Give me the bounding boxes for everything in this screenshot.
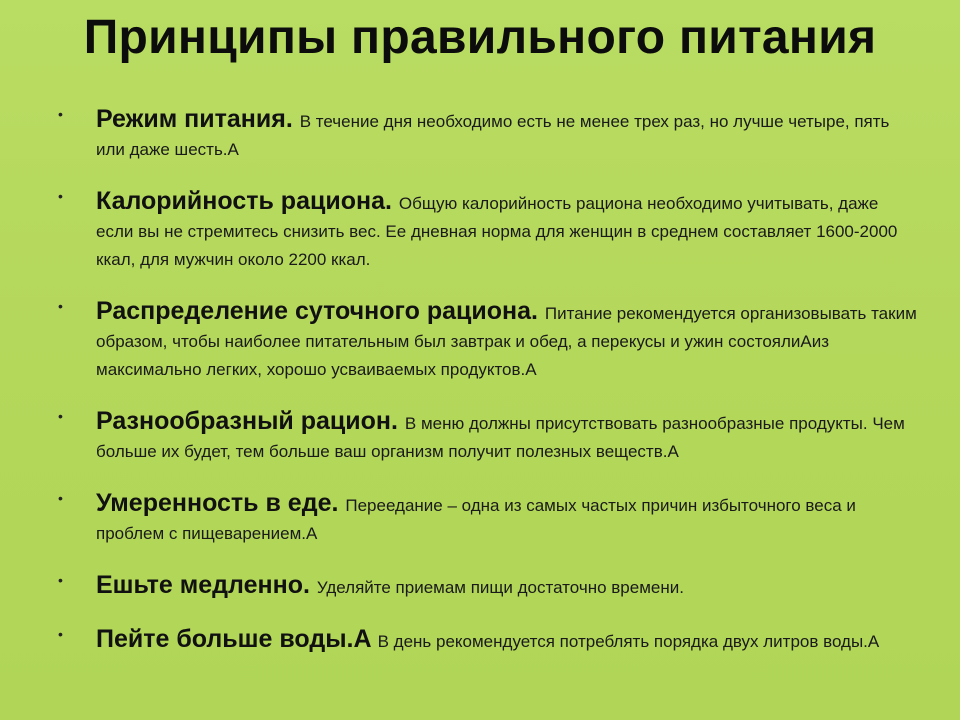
item-text: Общую калорийность рациона необходимо учитывать, даже если вы не стремитесь снизить вес. Ее дневная норма для женщин в среднем составляет 1600-2000 ккал, для мужчин около 2200 ккал. — [96, 194, 898, 269]
list-item — [58, 489, 918, 548]
list-item — [58, 187, 918, 274]
item-heading: Ешьте медленно. — [96, 571, 317, 599]
bullet-icon: • — [58, 408, 63, 424]
bullet-icon: • — [58, 572, 63, 588]
list-item — [58, 297, 918, 384]
item-heading: Пейте больше воды.A — [96, 625, 378, 653]
bullet-icon: • — [58, 626, 63, 642]
item-heading: Разнообразный рацион. — [96, 407, 405, 435]
item-text: В день рекомендуется потреблять порядка двух литров воды.A — [377, 632, 880, 651]
list-item — [58, 407, 918, 466]
item-text: В меню должны присутствовать разнообразные продукты. Чем больше их будет, тем больше ваш организм получит полезных веществ.A — [96, 414, 905, 461]
item-text: В течение дня необходимо есть не менее трех раз, но лучше четыре, пять или даже шесть.A — [96, 112, 890, 159]
slide-title: Принципы правильного питания — [83, 11, 877, 64]
bullet-icon: • — [58, 106, 63, 122]
item-text: Уделяйте приемам пищи достаточно времени. — [316, 578, 684, 597]
item-heading: Калорийность рациона. — [96, 187, 399, 215]
item-heading: Режим питания. — [96, 105, 300, 133]
item-heading: Распределение суточного рациона. — [96, 297, 545, 325]
bullet-icon: • — [58, 490, 63, 506]
item-heading: Умеренность в еде. — [96, 489, 346, 517]
bullet-icon: • — [58, 188, 63, 204]
list-item — [58, 625, 918, 656]
item-text: Переедание – одна из самых частых причин избыточного веса и проблем с пищеварением.A — [96, 496, 856, 543]
principles-list — [58, 105, 918, 679]
item-text: Питание рекомендуется организовывать таким образом, чтобы наиболее питательным был завтрак и обед, а перекусы и ужин состоялиAиз максимально легких, хорошо усваиваемых продуктов.A — [96, 304, 917, 379]
list-item — [58, 105, 918, 164]
bullet-icon: • — [58, 298, 63, 314]
list-item — [58, 571, 918, 602]
